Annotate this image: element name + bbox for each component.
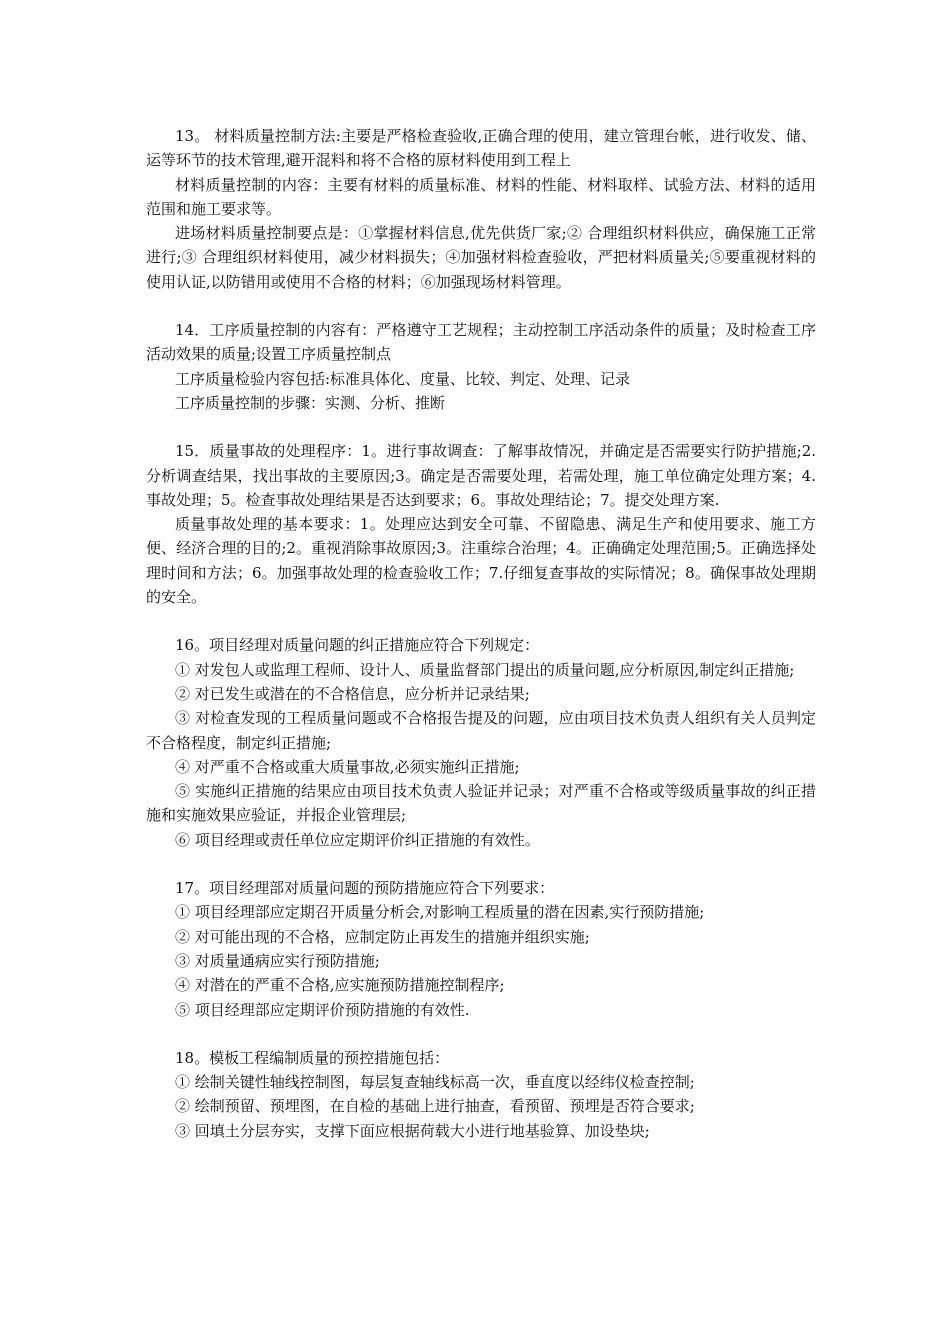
paragraph: 工序质量检验内容包括:标准具体化、度量、比较、判定、处理、记录 (175, 369, 631, 388)
paragraph: 14．工序质量控制的内容有：严格遵守工艺规程；主动控制工序活动条件的质量；及时检查工序活动效果的质量;设置工序质量控制点 (146, 321, 816, 364)
section-spacer (146, 415, 816, 439)
document-body (146, 124, 816, 1143)
section-spacer (146, 852, 816, 876)
section-18 (146, 1046, 816, 1143)
section-spacer (146, 609, 816, 633)
list-item: ② 绘制预留、预埋图，在自检的基础上进行抽查，看预留、预埋是否符合要求; (175, 1097, 695, 1116)
list-item: ④ 对严重不合格或重大质量事故,必须实施纠正措施; (175, 757, 520, 776)
list-item: ② 对可能出现的不合格，应制定防止再发生的措施并组织实施; (175, 927, 590, 946)
list-item: ④ 对潜在的严重不合格,应实施预防措施控制程序; (175, 976, 505, 995)
list-item: ① 项目经理部应定期召开质量分析会,对影响工程质量的潜在因素,实行预防措施; (175, 903, 705, 922)
section-17 (146, 876, 816, 1022)
list-item: ⑤ 实施纠正措施的结果应由项目技术负责人验证并记录；对严重不合格或等级质量事故的纠正措施和实施效果应验证，并报企业管理层; (146, 782, 816, 825)
paragraph: 18。模板工程编制质量的预控措施包括： (175, 1048, 450, 1067)
list-item: ⑥ 项目经理或责任单位应定期评价纠正措施的有效性。 (175, 830, 540, 849)
paragraph: 13。 材料质量控制方法:主要是严格检查验收,正确合理的使用，建立管理台帐，进行收发、储、运等环节的技术管理,避开混料和将不合格的原材料使用到工程上 (146, 127, 816, 170)
section-14 (146, 318, 816, 415)
list-item: ① 绘制关键性轴线控制图，每层复查轴线标高一次，垂直度以经纬仪检查控制; (175, 1073, 695, 1092)
paragraph: 17。项目经理部对质量问题的预防措施应符合下列要求： (175, 879, 555, 898)
section-16 (146, 633, 816, 852)
list-item: ③ 对质量通病应实行预防措施; (175, 951, 380, 970)
list-item: ① 对发包人或监理工程师、设计人、质量监督部门提出的质量问题,应分析原因,制定纠正措施; (175, 660, 795, 679)
section-13 (146, 124, 816, 294)
section-spacer (146, 1022, 816, 1046)
list-item: ③ 对检查发现的工程质量问题或不合格报告提及的问题，应由项目技术负责人组织有关人员判定不合格程度，制定纠正措施; (146, 709, 816, 752)
paragraph: 15．质量事故的处理程序：1。进行事故调查：了解事故情况，并确定是否需要实行防护措施;2.分析调查结果，找出事故的主要原因;3。确定是否需要处理，若需处理，施工单位确定处理方案；4.事故处理；5。检查事故处理结果是否达到要求；6。事故处理结论；7。提交处理方案. (146, 442, 816, 509)
paragraph: 进场材料质量控制要点是：①掌握材料信息,优先供货厂家;② 合理组织材料供应，确保施工正常进行;③ 合理组织材料使用，减少材料损失；④加强材料检查验收，严把材料质量关;⑤要重视材料的使用认证,以防错用或使用不合格的材料；⑥加强现场材料管理。 (146, 224, 816, 291)
paragraph: 质量事故处理的基本要求：1。处理应达到安全可靠、不留隐患、满足生产和使用要求、施工方便、经济合理的目的;2。重视消除事故原因;3。注重综合治理；4。正确确定处理范围;5。正确选择处理时间和方法；6。加强事故处理的检查验收工作；7.仔细复查事故的实际情况；8。确保事故处理期的安全。 (146, 515, 816, 607)
section-15 (146, 439, 816, 609)
paragraph: 材料质量控制的内容：主要有材料的质量标准、材料的性能、材料取样、试验方法、材料的适用范围和施工要求等。 (146, 175, 816, 218)
list-item: ② 对已发生或潜在的不合格信息，应分析并记录结果; (175, 684, 530, 703)
list-item: ③ 回填土分层夯实，支撑下面应根据荷载大小进行地基验算、加设垫块; (175, 1121, 650, 1140)
section-spacer (146, 294, 816, 318)
paragraph: 16。项目经理对质量问题的纠正措施应符合下列规定： (175, 636, 540, 655)
paragraph: 工序质量控制的步骤：实测、分析、推断 (175, 393, 446, 412)
list-item: ⑤ 项目经理部应定期评价预防措施的有效性. (175, 1000, 470, 1019)
